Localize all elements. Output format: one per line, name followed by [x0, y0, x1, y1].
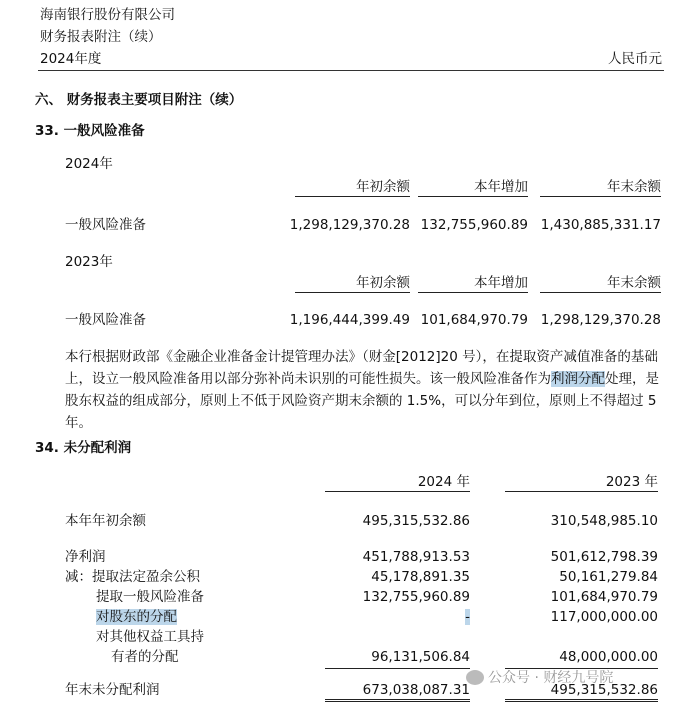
row-label: 提取一般风险准备 — [96, 589, 204, 605]
col-header: 本年增加 — [418, 274, 528, 293]
row-label: 对其他权益工具持 — [96, 629, 204, 645]
cell-value: 451,788,913.53 — [362, 549, 470, 565]
row-label: 净利润 — [65, 549, 106, 565]
col-header: 本年增加 — [418, 178, 528, 197]
cell-value: 310,548,985.10 — [550, 513, 658, 529]
col-header: 年末余额 — [540, 274, 661, 293]
row-label: 一般风险准备 — [65, 312, 146, 328]
col-header: 年末余额 — [540, 178, 661, 197]
currency-unit: 人民币元 — [608, 51, 662, 67]
row-label: 减：提取法定盈余公积 — [65, 569, 200, 585]
header-divider — [38, 70, 664, 71]
cell-value: 45,178,891.35 — [371, 569, 470, 585]
col-header: 年初余额 — [295, 274, 410, 293]
cell-value: 117,000,000.00 — [550, 609, 658, 625]
cell-value: 1,298,129,370.28 — [540, 312, 661, 328]
para-text: 本行根据财政部《金融企业准备金计提管理办法》（财金[2012]20 号），在提取资产减值准备的基础上，设立一般风险准备用以部分弥补尚未识别的可能性损失。该一般风险准备作为 — [65, 349, 658, 387]
watermark-text: 公众号 · 财经九号院 — [488, 670, 614, 686]
row-label[interactable]: 对股东的分配 — [96, 609, 177, 625]
table-year: 2023年 — [65, 254, 113, 270]
row-label: 一般风险准备 — [65, 217, 146, 233]
cell-value: 48,000,000.00 — [505, 648, 658, 669]
section-title: 六、 财务报表主要项目附注（续） — [35, 92, 243, 108]
cell-value: 495,315,532.86 — [505, 681, 658, 702]
cell-value: 132,755,960.89 — [362, 589, 470, 605]
cell-value: 96,131,506.84 — [325, 648, 470, 669]
note34-title: 34. 未分配利润 — [35, 440, 132, 456]
watermark — [466, 667, 613, 687]
cell-value: 501,612,798.39 — [550, 549, 658, 565]
cell-value: 495,315,532.86 — [362, 513, 470, 529]
cell-value[interactable]: - — [465, 609, 470, 625]
document-title: 财务报表附注（续） — [40, 29, 162, 45]
row-label: 本年年初余额 — [65, 513, 146, 529]
cell-value: 101,684,970.79 — [550, 589, 658, 605]
wechat-icon — [466, 670, 484, 685]
cell-value: 1,196,444,399.49 — [289, 312, 410, 328]
note33-title: 33. 一般风险准备 — [35, 123, 145, 139]
row-label: 有者的分配 — [111, 649, 179, 665]
cell-value: 101,684,970.79 — [420, 312, 528, 328]
col-header: 年初余额 — [295, 178, 410, 197]
fiscal-year: 2024年度 — [40, 51, 102, 67]
cell-value: 1,298,129,370.28 — [289, 217, 410, 233]
cell-value: 673,038,087.31 — [325, 681, 470, 702]
col-header: 2023 年 — [505, 473, 658, 492]
row-label: 年末未分配利润 — [65, 682, 160, 698]
cell-value: 1,430,885,331.17 — [540, 217, 661, 233]
cell-value: 132,755,960.89 — [420, 217, 528, 233]
highlighted-text[interactable]: 利润分配 — [551, 371, 605, 387]
table-year: 2024年 — [65, 156, 113, 172]
para-text: 处理，是股东权益的组成部分，原则上不低于风险资产期末余额的 1.5%，可以分年到位，原则上不得超过 5 年。 — [65, 371, 659, 431]
col-header: 2024 年 — [325, 473, 470, 492]
company-name: 海南银行股份有限公司 — [40, 7, 175, 23]
note33-paragraph — [65, 346, 665, 434]
cell-value: 50,161,279.84 — [559, 569, 658, 585]
